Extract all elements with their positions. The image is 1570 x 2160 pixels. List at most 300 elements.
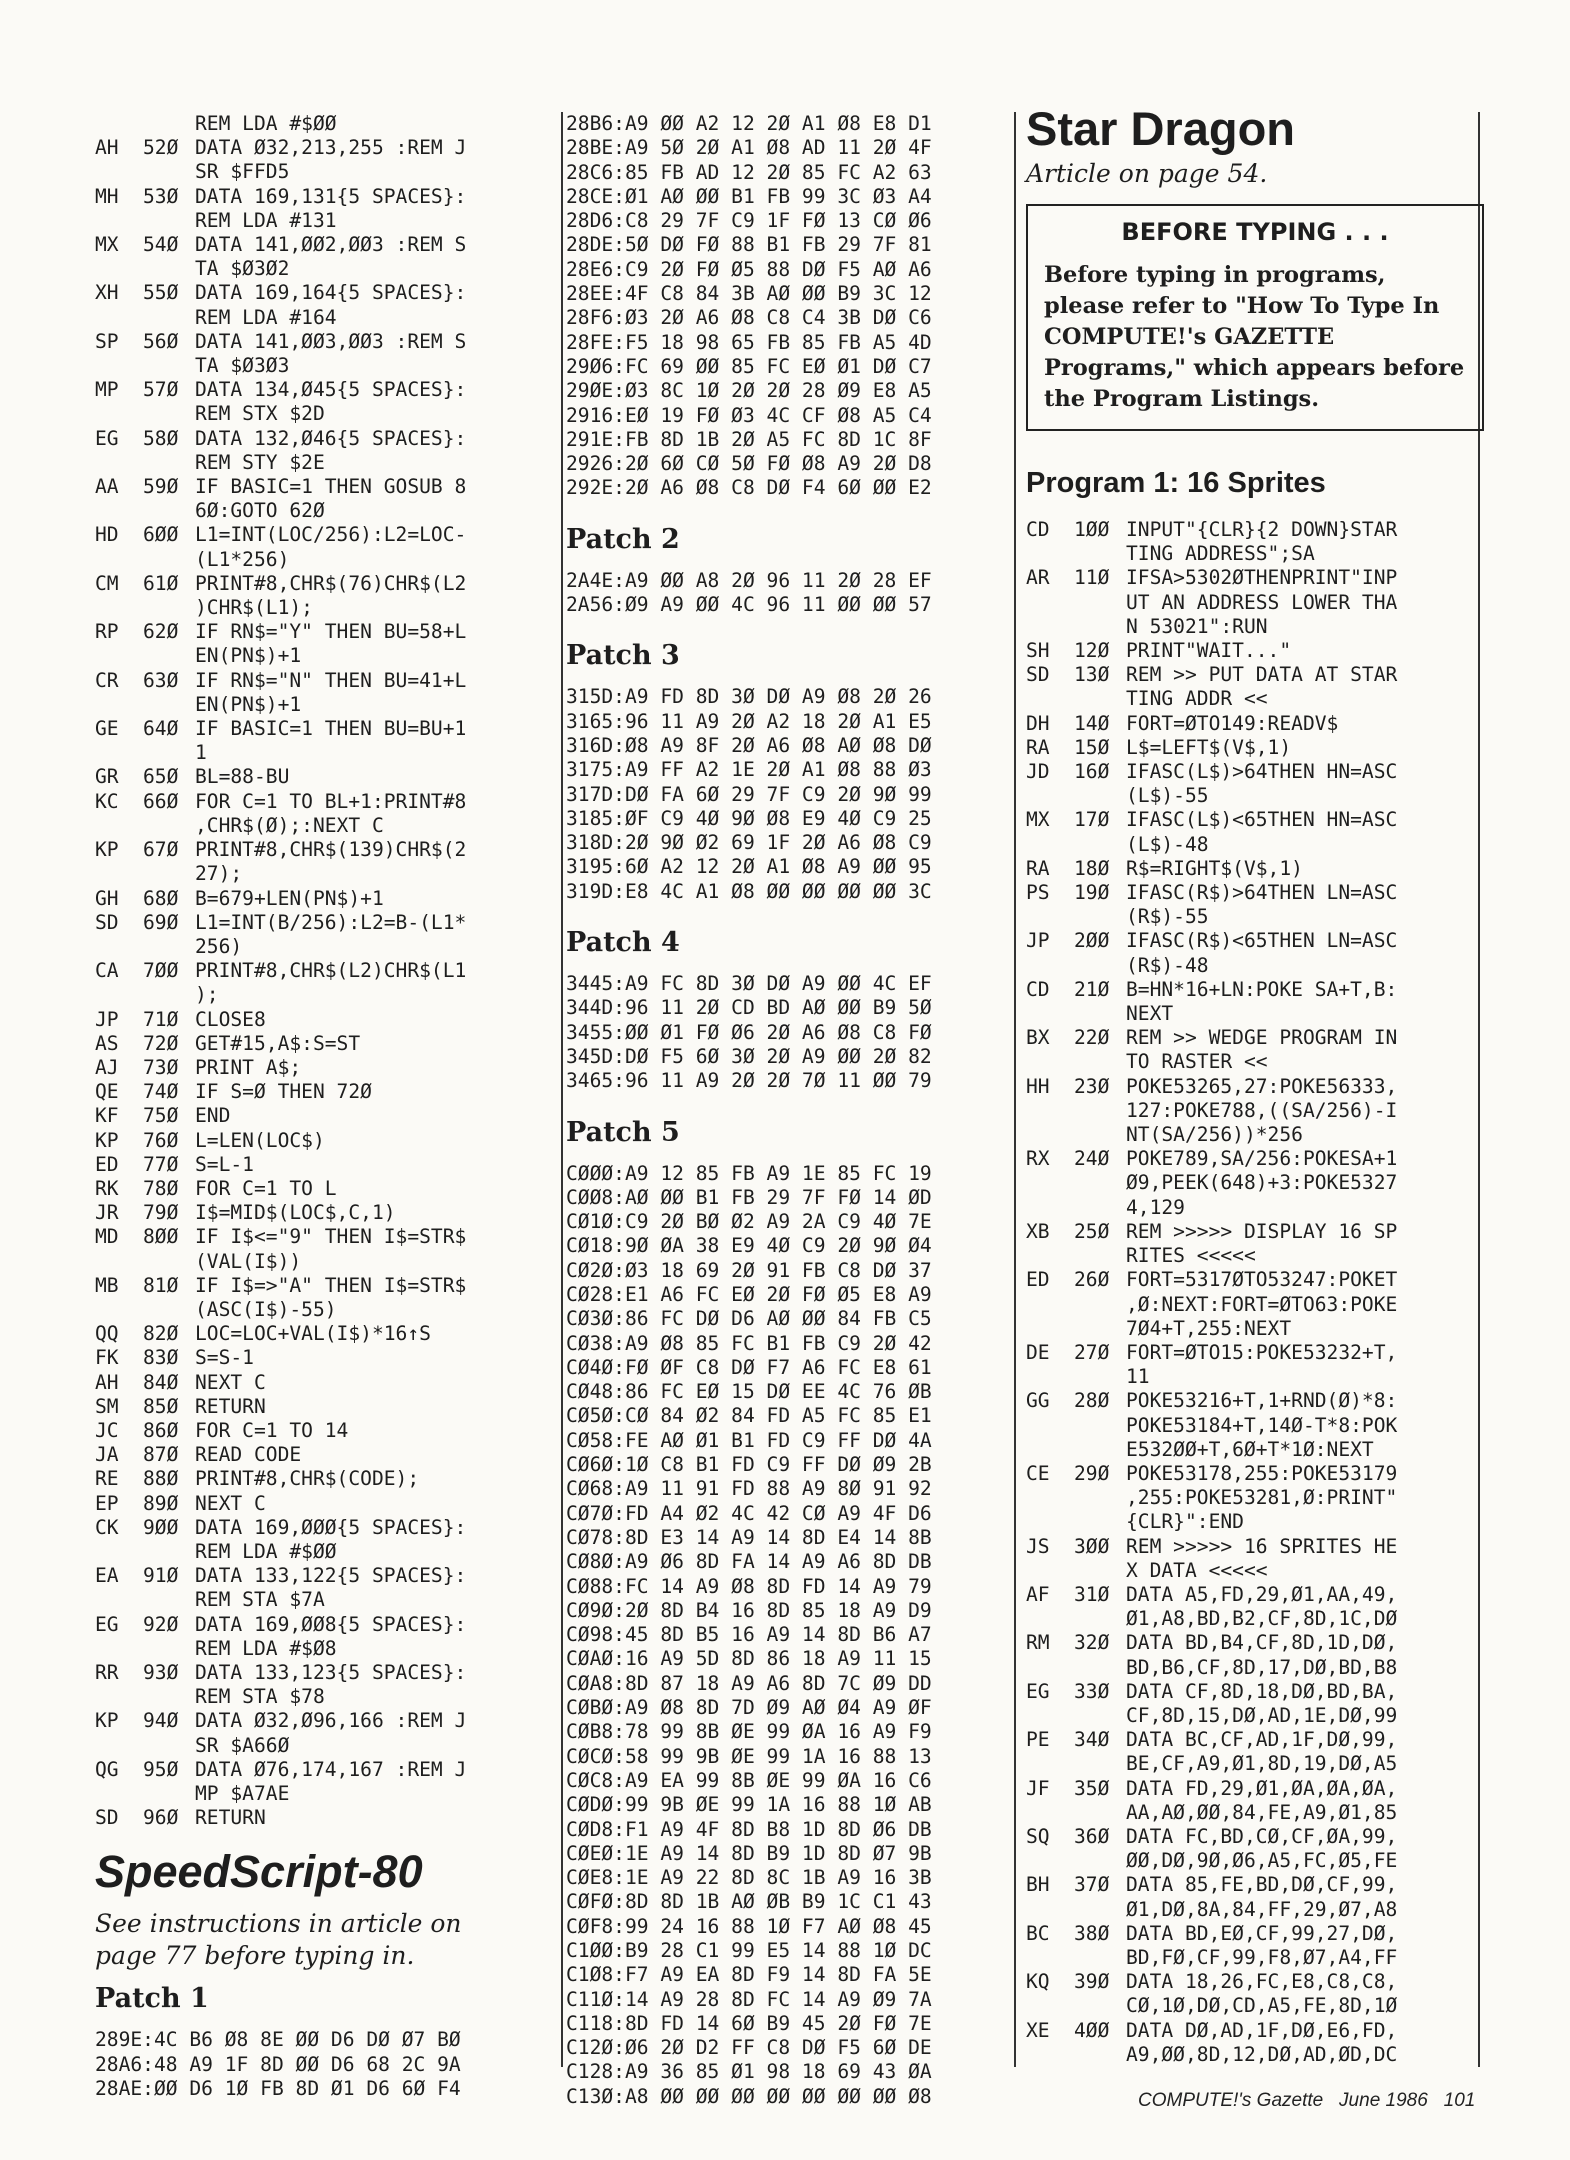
checksum: CA [95,959,119,983]
listing-line [95,1080,555,1104]
checksum [95,983,143,1007]
listing-line [95,1395,555,1419]
line-number [143,644,195,668]
statement: 27); [195,862,243,886]
line-number [143,209,195,233]
statement: REM LDA #131 [195,208,337,232]
checksum: CD [1026,518,1050,541]
checksum: RM [1026,1631,1050,1655]
checksum [1026,687,1074,711]
statement: (L1*256) [195,547,290,571]
statement: N 53021":RUN [1126,614,1268,638]
column-divider-right [1014,112,1016,2067]
line-number: 66Ø [143,789,179,813]
statement: DATA BC,CF,AD,1F,DØ,99, [1126,1728,1398,1752]
listing-line [95,451,555,475]
statement: S=S-1 [195,1346,254,1370]
listing-line [95,1709,555,1733]
checksum [95,596,143,620]
checksum: JC [95,1418,119,1442]
checksum [95,548,143,572]
listing-line [1026,663,1484,687]
listing-line [1026,1196,1484,1220]
hex-line: CØ6Ø:1Ø C8 B1 FD C9 FF DØ Ø9 2B [566,1453,932,1477]
checksum: PS [1026,881,1050,905]
listing-line [1026,760,1484,784]
line-number: 31Ø [1074,1582,1110,1606]
listing-line [1026,566,1484,590]
hex-line: 28F6:Ø3 2Ø A6 Ø8 C8 C4 3B DØ C6 [566,306,932,330]
statement: 4,129 [1126,1195,1185,1219]
hex-line: CØØ8:AØ ØØ B1 FB 29 7F FØ 14 ØD [566,1185,932,1209]
statement: LOC=LOC+VAL(I$)*16↑S [195,1322,431,1346]
listing-line [1026,687,1484,711]
line-number: 14Ø [1074,711,1110,735]
hex-line: CØ58:FE AØ Ø1 B1 FD C9 FF DØ 4A [566,1428,932,1452]
checksum [95,644,143,668]
hex-line: CØBØ:A9 Ø8 8D 7D Ø9 AØ Ø4 A9 ØF [566,1696,932,1720]
line-number [1074,1196,1126,1220]
star-dragon-title: Star Dragon [1026,102,1295,155]
statement: MP $A7AE [195,1782,290,1806]
checksum [95,693,143,717]
line-number [143,354,195,378]
listing-line [1026,639,1484,663]
listing-line [95,1153,555,1177]
listing-line [1026,1631,1484,1655]
statement: DATA FD,29,Ø1,ØA,ØA,ØA, [1126,1776,1398,1800]
checksum [95,451,143,475]
listing-line [1026,1244,1484,1268]
statement: EN(PN$)+1 [195,692,302,716]
statement: FORT=5317ØTO53247:POKET [1126,1268,1398,1292]
column-3 [1026,100,1484,2067]
line-number: 69Ø [143,910,179,934]
statement: R$=RIGHT$(V$,1) [1126,856,1303,880]
listing-line [95,1492,555,1516]
hex-line: C13Ø:A8 ØØ ØØ ØØ ØØ ØØ ØØ ØØ Ø8 [566,2084,932,2108]
line-number: 73Ø [143,1055,179,1079]
statement: DATA 169,ØØØ{5 SPACES}: [195,1515,467,1539]
statement: PRINT"WAIT..." [1126,639,1292,663]
statement: POKE53265,27:POKE56333, [1126,1074,1398,1098]
checksum [95,1250,143,1274]
hex-line: 319D:E8 4C A1 Ø8 ØØ ØØ ØØ ØØ 3C [566,879,932,903]
checksum: JR [95,1201,119,1225]
statement: POKE53184+T,14Ø-T*8:POK [1126,1413,1398,1437]
line-number: 65Ø [143,765,179,789]
statement: {CLR}":END [1126,1510,1244,1534]
listing-line [95,281,555,305]
statement: (L$)-55 [1126,784,1209,808]
listing-line [95,669,555,693]
listing-line [1026,1583,1484,1607]
statement: DATA Ø76,174,167 :REM J [195,1757,467,1781]
line-number: 2ØØ [1074,929,1110,953]
listing-line [1026,1317,1484,1341]
statement: FORT=ØTO149:READV$ [1126,711,1339,735]
statement: DATA 141,ØØ2,ØØ3 :REM S [195,233,467,257]
statement: REM >>>>> 16 SPRITES HE [1126,1534,1398,1558]
line-number: 13Ø [1074,663,1110,687]
listing-line [95,1104,555,1128]
listing-line [95,1032,555,1056]
statement: REM >> WEDGE PROGRAM IN [1126,1026,1398,1050]
line-number: 23Ø [1074,1074,1110,1098]
line-number: 61Ø [143,571,179,595]
line-number: 79Ø [143,1201,179,1225]
checksum: JP [95,1007,119,1031]
line-number: 71Ø [143,1007,179,1031]
before-typing-body: Before typing in programs, please refer to "How To Type In COMPUTE!'s GAZETTE Programs," which appears before the Program Listings. [1044,262,1465,412]
listing-line [95,572,555,596]
hex-line: CØAØ:16 A9 5D 8D 86 18 A9 11 15 [566,1647,932,1671]
statement: SR $A66Ø [195,1733,290,1757]
before-typing-box [1026,204,1484,431]
statement: FOR C=1 TO BL+1:PRINT#8 [195,789,467,813]
checksum: SM [95,1394,119,1418]
line-number: 34Ø [1074,1728,1110,1752]
checksum [1026,1123,1074,1147]
statement: DATA Ø32,213,255 :REM J [195,136,467,160]
statement: IFASC(L$)>64THEN HN=ASC [1126,760,1398,784]
line-number: 82Ø [143,1322,179,1346]
checksum [95,209,143,233]
statement: E532ØØ+T,6Ø+T*1Ø:NEXT [1126,1437,1374,1461]
listing-line [95,354,555,378]
line-number: 15Ø [1074,735,1110,759]
program-1-listing [1026,518,1484,2067]
hex-line: CØ5Ø:CØ 84 Ø2 84 FD A5 FC 85 E1 [566,1404,932,1428]
listing-line [1026,1147,1484,1171]
line-number [1074,905,1126,929]
hex-line: C118:8D FD 14 6Ø B9 45 2Ø FØ 7E [566,2011,932,2035]
line-number: 57Ø [143,378,179,402]
statement: TA $Ø3Ø2 [195,257,290,281]
statement: ); [195,983,219,1007]
checksum [1026,1559,1074,1583]
line-number [1074,1752,1126,1776]
hex-line: CØØØ:A9 12 85 FB A9 1E 85 FC 19 [566,1161,932,1185]
checksum [95,306,143,330]
hex-line: CØDØ:99 9B ØE 99 1A 16 88 1Ø AB [566,1793,932,1817]
line-number: 86Ø [143,1418,179,1442]
checksum: QE [95,1080,119,1104]
statement: FORT=ØTO15:POKE53232+T, [1126,1340,1398,1364]
listing-line [95,1225,555,1249]
column-1 [95,112,555,2101]
patch-5-heading: Patch 5 [566,1116,680,1148]
hex-line: 3445:A9 FC 8D 3Ø DØ A9 ØØ 4C EF [566,972,932,996]
hex-line: CØE8:1E A9 22 8D 8C 1B A9 16 3B [566,1866,932,1890]
checksum [1026,1801,1074,1825]
checksum [1026,833,1074,857]
statement: DATA 132,Ø46{5 SPACES}: [195,426,467,450]
statement: (VAL(I$)) [195,1249,302,1273]
statement: DATA Ø32,Ø96,166 :REM J [195,1709,467,1733]
listing-line [1026,1825,1484,1849]
listing-line [1026,1946,1484,1970]
checksum: RP [95,620,119,644]
statement: (ASC(I$)-55) [195,1297,337,1321]
line-number: 53Ø [143,184,179,208]
listing-line [95,1419,555,1443]
program-listing-continued [95,112,555,1830]
line-number [1074,1898,1126,1922]
line-number [1074,1801,1126,1825]
line-number: 94Ø [143,1709,179,1733]
statement: ,Ø:NEXT:FORT=ØTO63:POKE [1126,1292,1398,1316]
checksum: JS [1026,1534,1050,1558]
line-number: 77Ø [143,1152,179,1176]
listing-line [1026,1656,1484,1680]
checksum [95,1588,143,1612]
checksum [1026,1656,1074,1680]
statement: IF S=Ø THEN 72Ø [195,1080,372,1104]
checksum: XE [1026,2018,1050,2042]
line-number: 89Ø [143,1491,179,1515]
statement: DATA 18,26,FC,E8,C8,C8, [1126,1970,1398,1994]
line-number: 37Ø [1074,1873,1110,1897]
checksum [95,1298,143,1322]
checksum: GE [95,717,119,741]
checksum [1026,615,1074,639]
line-number [143,451,195,475]
checksum: CM [95,571,119,595]
hex-line: 3185:ØF C9 4Ø 9Ø Ø8 E9 4Ø C9 25 [566,806,932,830]
hex-line: 28B6:A9 ØØ A2 12 2Ø A1 Ø8 E8 D1 [566,112,932,135]
statement: INPUT"{CLR}{2 DOWN}STAR [1126,518,1398,541]
listing-line [1026,1752,1484,1776]
checksum: GR [95,765,119,789]
statement: CF,8D,15,DØ,AD,1E,DØ,99 [1126,1703,1398,1727]
hex-line: 317D:DØ FA 6Ø 29 7F C9 2Ø 9Ø 99 [566,782,932,806]
statement: TO RASTER << [1126,1050,1268,1074]
statement: ,255:POKE53281,Ø:PRINT" [1126,1486,1398,1510]
listing-line [1026,1680,1484,1704]
listing-line [1026,954,1484,978]
checksum: EG [1026,1679,1050,1703]
statement: TA $Ø3Ø3 [195,354,290,378]
checksum: RA [1026,856,1050,880]
statement: DATA 169,164{5 SPACES}: [195,281,467,305]
checksum: AH [95,136,119,160]
line-number: 96Ø [143,1806,179,1830]
hex-line: 3165:96 11 A9 2Ø A2 18 2Ø A1 E5 [566,709,932,733]
listing-line [95,887,555,911]
listing-line [95,1056,555,1080]
hex-line: 28D6:C8 29 7F C9 1F FØ 13 CØ Ø6 [566,209,932,233]
line-number: 87Ø [143,1443,179,1467]
checksum: MX [1026,808,1050,832]
hex-line: 28E6:C9 2Ø FØ Ø5 88 DØ F5 AØ A6 [566,257,932,281]
line-number [1074,1849,1126,1873]
checksum [1026,1099,1074,1123]
statement: DATA CF,8D,18,DØ,BD,BA, [1126,1679,1398,1703]
hex-line: CØ18:9Ø ØA 38 E9 4Ø C9 2Ø 9Ø Ø4 [566,1234,932,1258]
line-number [1074,2043,1126,2067]
listing-line [95,1516,555,1540]
line-number [1074,1050,1126,1074]
statement: DATA BD,B4,CF,8D,1D,DØ, [1126,1631,1398,1655]
statement: X DATA <<<<< [1126,1558,1268,1582]
listing-line [95,136,555,160]
line-number [143,983,195,1007]
statement: (R$)-48 [1126,953,1209,977]
listing-line [1026,929,1484,953]
checksum: EG [95,1612,119,1636]
statement: RETURN [195,1806,266,1830]
listing-line [95,257,555,281]
line-number: 8ØØ [143,1225,179,1249]
statement: IFSA>5302ØTHENPRINT"INP [1126,566,1398,590]
checksum [95,1782,143,1806]
statement: REM LDA #$Ø8 [195,1636,337,1660]
listing-line [95,548,555,572]
hex-line: CØ98:45 8D B5 16 A9 14 8D B6 A7 [566,1623,932,1647]
line-number: 54Ø [143,233,179,257]
checksum [1026,1946,1074,1970]
listing-line [95,427,555,451]
checksum: GH [95,886,119,910]
checksum: BC [1026,1921,1050,1945]
statement: DATA DØ,AD,1F,DØ,E6,FD, [1126,2018,1398,2042]
line-number [143,1734,195,1758]
listing-line [95,112,555,136]
line-number [143,1250,195,1274]
line-number: 12Ø [1074,639,1110,663]
statement: DATA 134,Ø45{5 SPACES}: [195,378,467,402]
line-number: 64Ø [143,717,179,741]
statement: BD,B6,CF,8D,17,DØ,BD,B8 [1126,1655,1398,1679]
statement: PRINT#8,CHR$(CODE); [195,1467,420,1491]
line-number: 33Ø [1074,1679,1110,1703]
line-number: 92Ø [143,1612,179,1636]
line-number: 84Ø [143,1370,179,1394]
listing-line [95,475,555,499]
statement: REM STA $7A [195,1588,325,1612]
checksum: DH [1026,711,1050,735]
line-number [143,548,195,572]
statement: (L$)-48 [1126,832,1209,856]
hex-line: 28FE:F5 18 98 65 FB 85 FB A5 4D [566,330,932,354]
hex-line: CØFØ:8D 8D 1B AØ ØB B9 1C C1 43 [566,1890,932,1914]
hex-line: 291E:FB 8D 1B 2Ø A5 FC 8D 1C 8F [566,427,932,451]
listing-line [95,209,555,233]
line-number [143,693,195,717]
hex-line: 316D:Ø8 A9 8F 2Ø A6 Ø8 AØ Ø8 DØ [566,733,932,757]
listing-line [1026,1922,1484,1946]
listing-line [95,1443,555,1467]
statement: 127:POKE788,((SA/256)-I [1126,1098,1398,1122]
hex-line: 29Ø6:FC 69 ØØ 85 FC EØ Ø1 DØ C7 [566,354,932,378]
line-number [1074,1002,1126,1026]
statement: TING ADDRESS";SA [1126,542,1315,566]
listing-line [95,741,555,765]
line-number: 52Ø [143,136,179,160]
hex-line: CØ8Ø:A9 Ø6 8D FA 14 A9 A6 8D DB [566,1550,932,1574]
line-number [143,257,195,281]
line-number [143,862,195,886]
checksum: MP [95,378,119,402]
line-number: 7ØØ [143,959,179,983]
line-number: 28Ø [1074,1389,1110,1413]
line-number: 81Ø [143,1273,179,1297]
hex-line: CØB8:78 99 8B ØE 99 ØA 16 A9 F9 [566,1720,932,1744]
statement: DATA 141,ØØ3,ØØ3 :REM S [195,329,467,353]
line-number: 58Ø [143,426,179,450]
checksum [95,1540,143,1564]
patch-3-hex [566,685,1002,904]
statement: NT(SA/256))*256 [1126,1123,1303,1147]
checksum [95,499,143,523]
hex-line: 344D:96 11 2Ø CD BD AØ ØØ B9 5Ø [566,996,932,1020]
hex-line: 28DE:5Ø DØ FØ 88 B1 FB 29 7F 81 [566,233,932,257]
statement: RETURN [195,1394,266,1418]
listing-line [95,1758,555,1782]
statement: I$=MID$(LOC$,C,1) [195,1201,396,1225]
line-number [143,306,195,330]
line-number: 93Ø [143,1661,179,1684]
listing-line [95,1782,555,1806]
statement: )CHR$(L1); [195,596,313,620]
checksum: KP [95,838,119,862]
line-number [143,1588,195,1612]
listing-line [1026,542,1484,566]
listing-line [1026,1559,1484,1583]
line-number [143,814,195,838]
line-number: 29Ø [1074,1461,1110,1485]
statement: PRINT#8,CHR$(L2)CHR$(L1 [195,959,467,983]
statement: GET#15,A$:S=ST [195,1031,361,1055]
line-number: 56Ø [143,329,179,353]
checksum [95,1685,143,1709]
hex-line: CØD8:F1 A9 4F 8D B8 1D 8D Ø6 DB [566,1817,932,1841]
statement: NEXT C [195,1491,266,1515]
checksum: AS [95,1031,119,1055]
line-number [1074,1123,1126,1147]
statement: Ø1,A8,BD,B2,CF,8D,1C,DØ [1126,1607,1398,1631]
checksum: BX [1026,1026,1050,1050]
listing-line [1026,1486,1484,1510]
patch-4-hex [566,972,1002,1093]
checksum: AR [1026,566,1050,590]
listing-line [95,838,555,862]
checksum [1026,2043,1074,2067]
line-number: 16Ø [1074,760,1110,784]
statement: IF I$=>"A" THEN I$=STR$ [195,1273,467,1297]
line-number [143,596,195,620]
hex-line: CØ9Ø:2Ø 8D B4 16 8D 85 18 A9 D9 [566,1598,932,1622]
checksum [1026,591,1074,615]
hex-line: C11Ø:14 A9 28 8D FC 14 A9 Ø9 7A [566,1987,932,2011]
checksum [95,257,143,281]
line-number [143,935,195,959]
hex-line: CØ78:8D E3 14 A9 14 8D E4 14 8B [566,1525,932,1549]
line-number [143,499,195,523]
listing-line [1026,1535,1484,1559]
statement: A9,ØØ,8D,12,DØ,AD,ØD,DC [1126,2042,1398,2066]
checksum: HD [95,523,119,547]
checksum: RE [95,1467,119,1491]
listing-line [95,233,555,257]
checksum: QG [95,1757,119,1781]
statement: EN(PN$)+1 [195,644,302,668]
hex-line: CØ68:A9 11 91 FD 88 A9 8Ø 91 92 [566,1477,932,1501]
listing-line [1026,1873,1484,1897]
listing-line [95,717,555,741]
listing-line [1026,1171,1484,1195]
